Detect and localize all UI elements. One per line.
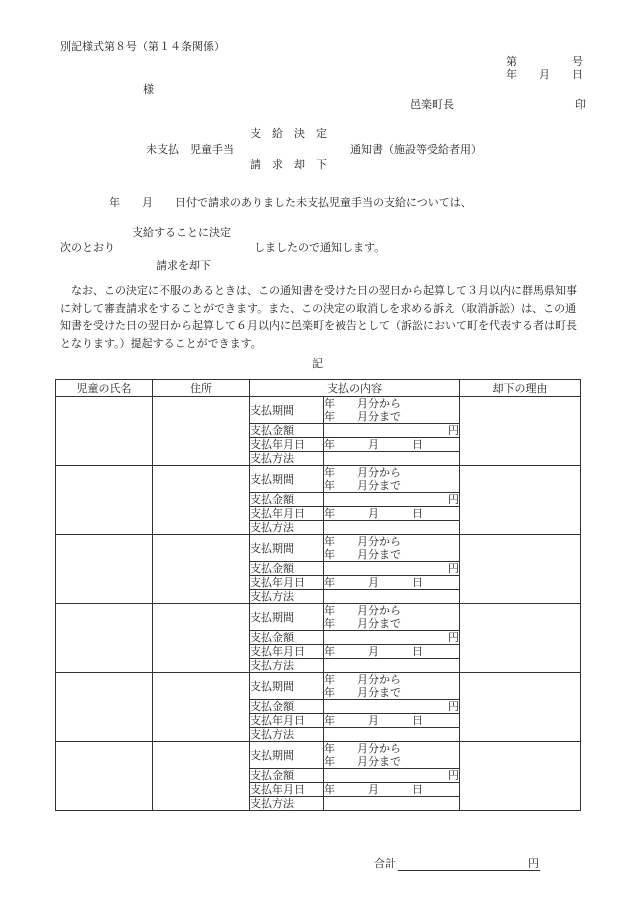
- method-label: 支払方法: [250, 452, 324, 466]
- child-name-cell[interactable]: [56, 604, 153, 673]
- method-label: 支払方法: [250, 590, 324, 604]
- period-from: 年 月分から: [324, 604, 401, 617]
- header-address: 住所: [153, 380, 250, 397]
- appeal-notice-paragraph: なお、この決定に不服のあるときは、この通知書を受けた日の翌日から起算して３月以内に群馬県知事に対して審査請求をすることができます。また、この決定の取消しを求める訴え（取消訴訟）は、この通知書を受けた日の翌日から起算して６月以内に邑楽町を被告として（訴訟において町を代表する者は町長となります。）提起することができます。: [60, 284, 577, 350]
- rejection-reason-cell[interactable]: [460, 742, 581, 811]
- table-row: [56, 397, 581, 424]
- body-line-suffix: しましたので通知します。: [254, 241, 386, 254]
- header-rejection-reason: 却下の理由: [460, 380, 581, 397]
- address-cell[interactable]: [153, 535, 250, 604]
- rejection-reason-cell[interactable]: [460, 397, 581, 466]
- amount-value[interactable]: 円: [324, 493, 460, 507]
- period-to: 年 月分まで: [324, 617, 401, 630]
- address-cell[interactable]: [153, 397, 250, 466]
- seal-mark: 印: [575, 98, 586, 111]
- child-name-cell[interactable]: [56, 742, 153, 811]
- period-value[interactable]: [324, 604, 460, 631]
- period-to: 年 月分まで: [324, 410, 401, 423]
- amount-label: 支払金額: [250, 424, 324, 438]
- amount-value[interactable]: 円: [324, 631, 460, 645]
- child-name-cell[interactable]: [56, 535, 153, 604]
- form-number: 別記様式第８号（第１４条関係）: [60, 40, 225, 53]
- period-from: 年 月分から: [324, 673, 401, 686]
- pay-date-value[interactable]: 年 月 日: [324, 507, 460, 521]
- method-label: 支払方法: [250, 659, 324, 673]
- body-line-prefix: 次のとおり: [60, 241, 115, 254]
- period-to: 年 月分まで: [324, 755, 401, 768]
- title-suffix: 通知書（施設等受給者用）: [350, 143, 482, 156]
- method-label: 支払方法: [250, 797, 324, 811]
- amount-label: 支払金額: [250, 631, 324, 645]
- method-label: 支払方法: [250, 521, 324, 535]
- period-from: 年 月分から: [324, 535, 401, 548]
- period-label: 支払期間: [250, 535, 324, 562]
- amount-label: 支払金額: [250, 769, 324, 783]
- address-cell[interactable]: [153, 742, 250, 811]
- rejection-reason-cell[interactable]: [460, 535, 581, 604]
- child-name-cell[interactable]: [56, 466, 153, 535]
- body-option-pay: 支給することに決定: [132, 226, 231, 239]
- payment-details-table: [55, 379, 581, 811]
- ki-label: 記: [312, 357, 323, 370]
- table-header-row: [56, 380, 581, 397]
- rejection-reason-cell[interactable]: [460, 604, 581, 673]
- period-to: 年 月分まで: [324, 479, 401, 492]
- pay-date-label: 支払年月日: [250, 714, 324, 728]
- amount-label: 支払金額: [250, 700, 324, 714]
- amount-value[interactable]: 円: [324, 424, 460, 438]
- period-label: 支払期間: [250, 673, 324, 700]
- period-from: 年 月分から: [324, 742, 401, 755]
- body-line-1: 年 月 日付で請求のありました未支払児童手当の支給については、: [109, 196, 472, 209]
- title-prefix: 未支払 児童手当: [146, 143, 234, 156]
- period-value[interactable]: [324, 535, 460, 562]
- total-label: 合計: [374, 857, 396, 870]
- period-label: 支払期間: [250, 466, 324, 493]
- header-payment-content: 支払の内容: [250, 380, 460, 397]
- amount-value[interactable]: 円: [324, 562, 460, 576]
- period-label: 支払期間: [250, 604, 324, 631]
- child-name-cell[interactable]: [56, 673, 153, 742]
- method-value[interactable]: [324, 659, 460, 673]
- issuer-name: 邑楽町長: [410, 98, 454, 111]
- pay-date-label: 支払年月日: [250, 438, 324, 452]
- address-cell[interactable]: [153, 466, 250, 535]
- period-to: 年 月分まで: [324, 686, 401, 699]
- pay-date-value[interactable]: 年 月 日: [324, 438, 460, 452]
- body-option-reject: 請求を却下: [156, 259, 211, 272]
- pay-date-label: 支払年月日: [250, 783, 324, 797]
- amount-label: 支払金額: [250, 493, 324, 507]
- period-value[interactable]: [324, 397, 460, 424]
- period-value[interactable]: [324, 673, 460, 700]
- period-value[interactable]: [324, 742, 460, 769]
- child-name-cell[interactable]: [56, 397, 153, 466]
- table-row: [56, 742, 581, 769]
- rejection-reason-cell[interactable]: [460, 466, 581, 535]
- table-row: [56, 604, 581, 631]
- method-value[interactable]: [324, 452, 460, 466]
- method-value[interactable]: [324, 797, 460, 811]
- amount-label: 支払金額: [250, 562, 324, 576]
- pay-date-value[interactable]: 年 月 日: [324, 783, 460, 797]
- pay-date-value[interactable]: 年 月 日: [324, 645, 460, 659]
- address-cell[interactable]: [153, 673, 250, 742]
- method-value[interactable]: [324, 728, 460, 742]
- period-label: 支払期間: [250, 397, 324, 424]
- addressee-label: 様: [143, 83, 154, 96]
- rejection-reason-cell[interactable]: [460, 673, 581, 742]
- amount-value[interactable]: 円: [324, 700, 460, 714]
- amount-value[interactable]: 円: [324, 769, 460, 783]
- period-value[interactable]: [324, 466, 460, 493]
- table-row: [56, 535, 581, 562]
- period-from: 年 月分から: [324, 397, 401, 410]
- total-amount-line[interactable]: [398, 870, 540, 871]
- pay-date-label: 支払年月日: [250, 507, 324, 521]
- pay-date-label: 支払年月日: [250, 645, 324, 659]
- document-date-label: 年 月 日: [506, 68, 583, 81]
- table-row: [56, 673, 581, 700]
- title-option-rejection: 請 求 却 下: [250, 158, 327, 171]
- address-cell[interactable]: [153, 604, 250, 673]
- document-number-label: 第 号: [506, 55, 583, 68]
- header-child-name: 児童の氏名: [56, 380, 153, 397]
- period-to: 年 月分まで: [324, 548, 401, 561]
- period-from: 年 月分から: [324, 466, 401, 479]
- pay-date-value[interactable]: 年 月 日: [324, 576, 460, 590]
- pay-date-label: 支払年月日: [250, 576, 324, 590]
- total-unit: 円: [528, 857, 539, 870]
- table-row: [56, 466, 581, 493]
- title-option-decision: 支 給 決 定: [250, 127, 327, 140]
- period-label: 支払期間: [250, 742, 324, 769]
- method-label: 支払方法: [250, 728, 324, 742]
- pay-date-value[interactable]: 年 月 日: [324, 714, 460, 728]
- method-value[interactable]: [324, 590, 460, 604]
- method-value[interactable]: [324, 521, 460, 535]
